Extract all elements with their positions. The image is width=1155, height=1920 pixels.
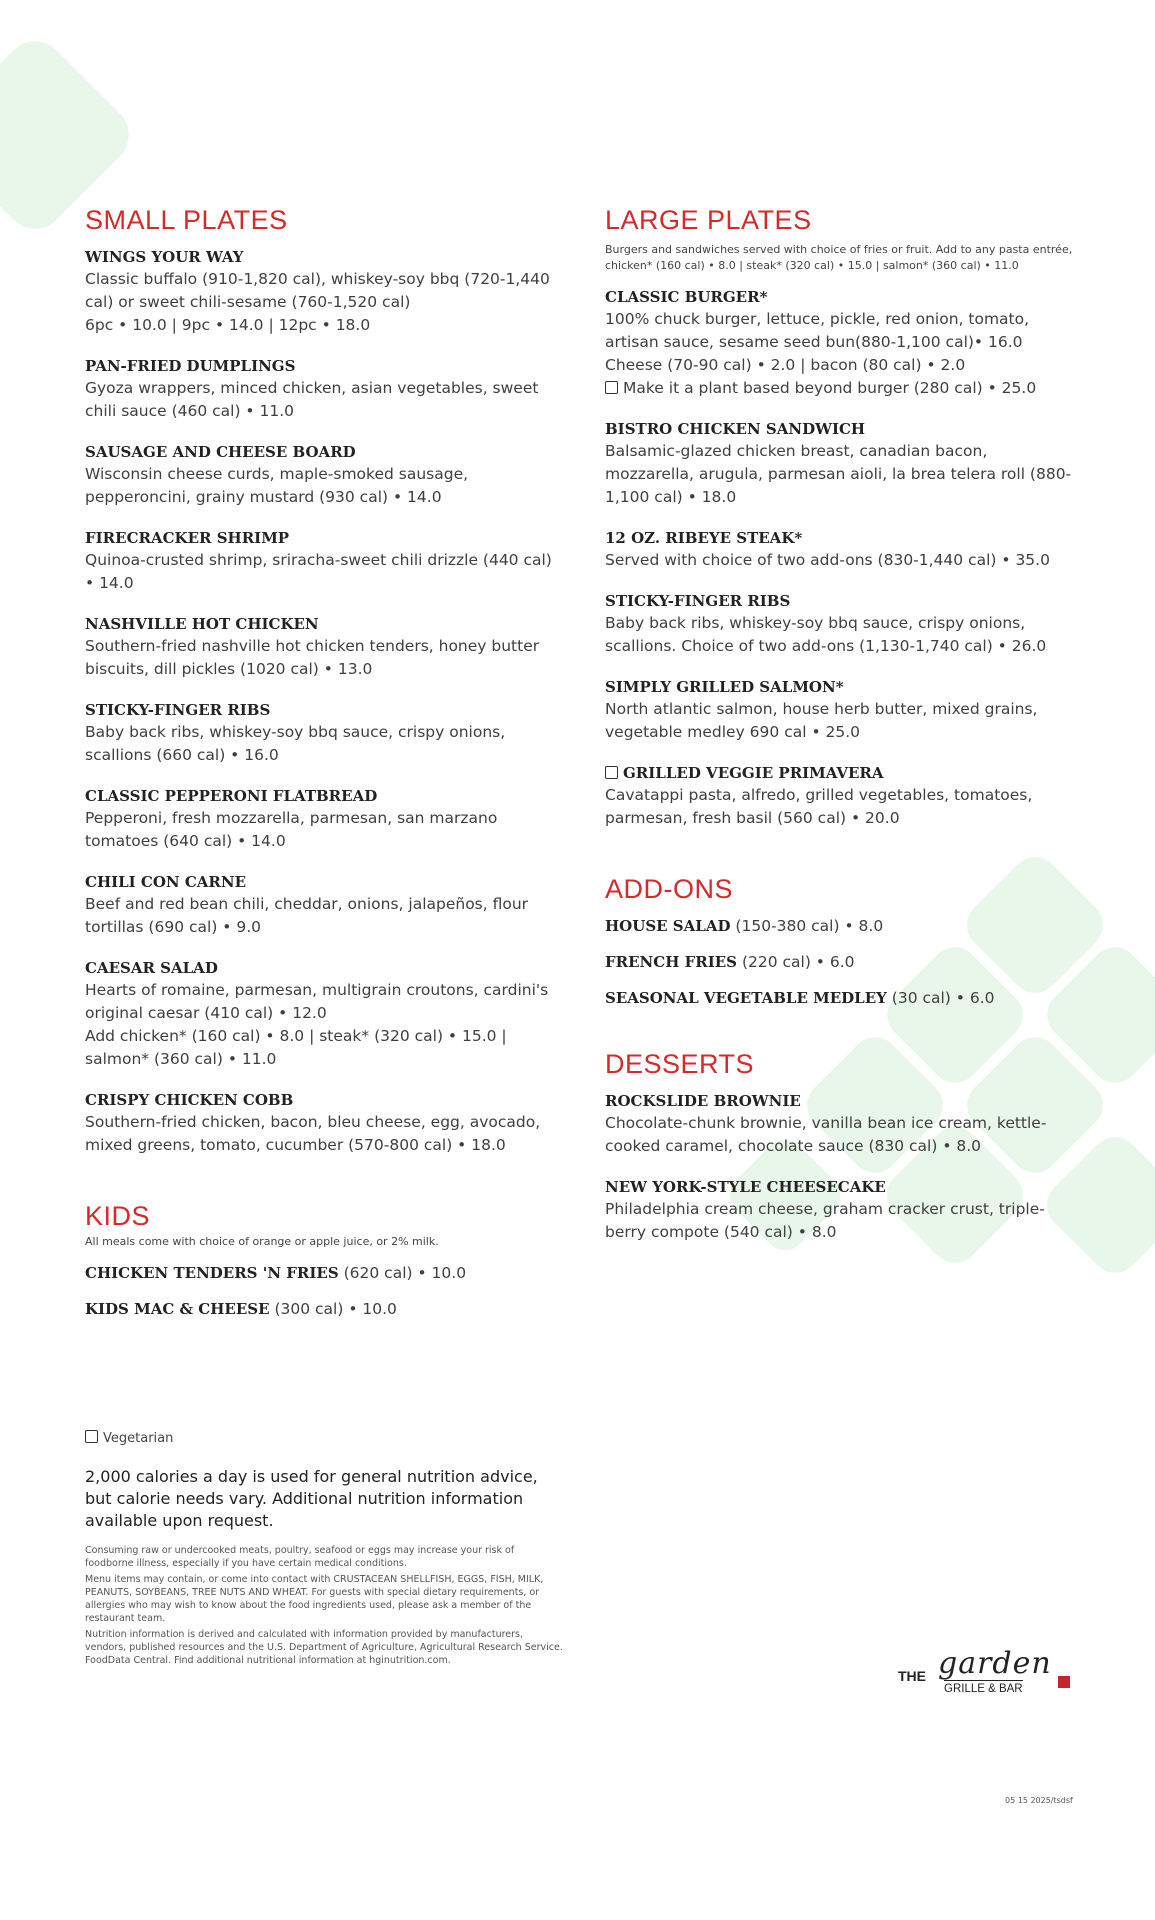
print-code: 05 15 2025/tsdsf: [1005, 1796, 1073, 1805]
vegetarian-legend-label: Vegetarian: [103, 1431, 174, 1446]
menu-item: [605, 418, 1075, 509]
menu-item-name: [85, 441, 555, 463]
menu-item-name: [85, 785, 555, 807]
menu-item-description: Wisconsin cheese curds, maple-smoked sausage, pepperoncini, grainy mustard (930 cal) • 14.0: [85, 465, 469, 506]
menu-item-description: Beef and red bean chili, cheddar, onions, jalapeños, flour tortillas (690 cal) • 9.0: [85, 895, 529, 936]
small-plates-list: [85, 246, 555, 1157]
section-title-desserts: DESSERTS: [605, 1049, 755, 1079]
menu-item: [85, 1262, 555, 1284]
kids-note: All meals come with choice of orange or apple juice, or 2% milk.: [85, 1235, 439, 1248]
menu-item-extra: 6pc • 10.0 | 9pc • 14.0 | 12pc • 18.0: [85, 316, 371, 334]
menu-item-description: Southern-fried nashville hot chicken tenders, honey butter biscuits, dill pickles (1020 cal) • 13.0: [85, 637, 540, 678]
vegetarian-icon: [605, 381, 618, 394]
menu-item-description: Philadelphia cream cheese, graham cracker crust, triple-berry compote (540 cal) • 8.0: [605, 1200, 1045, 1241]
menu-item-name-text: NASHVILLE HOT CHICKEN: [85, 615, 319, 633]
menu-item-description: 100% chuck burger, lettuce, pickle, red onion, tomato, artisan sauce, sesame seed bun(880-1,100 cal)• 16.0: [605, 310, 1030, 351]
menu-item: [605, 951, 1075, 973]
menu-item-name: [605, 1176, 1075, 1198]
menu-item-name: [605, 418, 1075, 440]
menu-item-name: [85, 355, 555, 377]
menu-item-name: [605, 527, 1075, 549]
menu-item-name: [85, 1089, 555, 1111]
menu-item-description: Balsamic-glazed chicken breast, canadian bacon, mozzarella, arugula, parmesan aioli, la brea telera roll (880-1,100 cal) • 18.0: [605, 442, 1072, 506]
menu-item-name-text: BISTRO CHICKEN SANDWICH: [605, 420, 866, 438]
menu-item-name-text: WINGS YOUR WAY: [85, 248, 244, 266]
menu-item-name-text: CRISPY CHICKEN COBB: [85, 1091, 294, 1109]
logo-the: THE: [898, 1668, 926, 1684]
logo-garden: garden: [938, 1646, 1052, 1681]
menu-item: [605, 590, 1075, 658]
menu-item-name: CHICKEN TENDERS 'N FRIES: [85, 1264, 339, 1282]
menu-item-detail: (30 cal) • 6.0: [891, 989, 995, 1007]
menu-item: [85, 1089, 555, 1157]
menu-item-description: Quinoa-crusted shrimp, sriracha-sweet chili drizzle (440 cal) • 14.0: [85, 551, 552, 592]
menu-item-description: Southern-fried chicken, bacon, bleu cheese, egg, avocado, mixed greens, tomato, cucumber (570-800 cal) • 18.0: [85, 1113, 541, 1154]
menu-item: [85, 613, 555, 681]
menu-item: [605, 762, 1075, 830]
menu-item: [85, 355, 555, 423]
menu-item-name-text: FIRECRACKER SHRIMP: [85, 529, 290, 547]
menu-item-description: Baby back ribs, whiskey-soy bbq sauce, crispy onions, scallions (660 cal) • 16.0: [85, 723, 506, 764]
menu-item-name-text: CHILI CON CARNE: [85, 873, 247, 891]
vegetarian-icon: [605, 766, 618, 779]
menu-item-name: [605, 590, 1075, 612]
menu-item-name-text: STICKY-FINGER RIBS: [85, 701, 271, 719]
menu-item-name-text: STICKY-FINGER RIBS: [605, 592, 791, 610]
menu-item-name: SEASONAL VEGETABLE MEDLEY: [605, 989, 887, 1007]
menu-item-description: Cavatappi pasta, alfredo, grilled vegetables, tomatoes, parmesan, fresh basil (560 cal) • 20.0: [605, 786, 1033, 827]
menu-item-name: FRENCH FRIES: [605, 953, 737, 971]
menu-item-name: [605, 1090, 1075, 1112]
restaurant-logo: [898, 1648, 1083, 1708]
menu-item: [85, 785, 555, 853]
logo-subtitle: GRILLE & BAR: [944, 1680, 1023, 1695]
menu-item-name-text: GRILLED VEGGIE PRIMAVERA: [623, 764, 884, 782]
add-ons-list: [605, 915, 1075, 1009]
menu-item-detail: (150-380 cal) • 8.0: [735, 917, 884, 935]
menu-item-name: [85, 246, 555, 268]
menu-item-description: Pepperoni, fresh mozzarella, parmesan, san marzano tomatoes (640 cal) • 14.0: [85, 809, 498, 850]
menu-item-detail: (300 cal) • 10.0: [274, 1300, 397, 1318]
menu-item-name-text: 12 OZ. RIBEYE STEAK*: [605, 529, 803, 547]
menu-item-detail: (620 cal) • 10.0: [343, 1264, 467, 1282]
menu-item-name: [605, 762, 1075, 784]
menu-item: [605, 1090, 1075, 1158]
section-title-kids: KIDS: [85, 1201, 151, 1231]
menu-item-name: [605, 676, 1075, 698]
menu-item: [85, 699, 555, 767]
allergen-warning: Menu items may contain, or come into contact with CRUSTACEAN SHELLFISH, EGGS, FISH, MILK, PEANUTS, SOYBEANS, TREE NUTS AND WHEAT. For guests with special dietary requirements, or allergies who may wish to know about the food ingredients used, please ask a member of the restaurant team.: [85, 1574, 544, 1624]
menu-item-option: [605, 377, 1075, 400]
menu-item: [605, 915, 1075, 937]
menu-item-name: [85, 699, 555, 721]
menu-item-name: [85, 957, 555, 979]
menu-item-name-text: SIMPLY GRILLED SALMON*: [605, 678, 844, 696]
menu-item: [85, 1298, 555, 1320]
menu-item-extra: Cheese (70-90 cal) • 2.0 | bacon (80 cal) • 2.0: [605, 356, 966, 374]
foodborne-warning: Consuming raw or undercooked meats, poultry, seafood or eggs may increase your risk of foodborne illness, especially if you have certain medical conditions.: [85, 1545, 515, 1569]
vegetarian-legend: [85, 1430, 565, 1446]
menu-item: [605, 1176, 1075, 1244]
menu-item-name: [605, 286, 1075, 308]
menu-item: [605, 286, 1075, 400]
footer: [85, 1430, 565, 1670]
large-plates-list: [605, 286, 1075, 830]
section-title-small-plates: SMALL PLATES: [85, 205, 288, 235]
menu-item-name: HOUSE SALAD: [605, 917, 731, 935]
menu-item-detail: (220 cal) • 6.0: [741, 953, 855, 971]
menu-item-name-text: NEW YORK-STYLE CHEESECAKE: [605, 1178, 886, 1196]
menu-item: [85, 441, 555, 509]
menu-item-name-text: CLASSIC BURGER*: [605, 288, 768, 306]
calorie-note: 2,000 calories a day is used for general nutrition advice, but calorie needs vary. Additional nutrition information available upon request.: [85, 1467, 538, 1530]
menu-item: [605, 987, 1075, 1009]
section-title-large-plates: LARGE PLATES: [605, 205, 812, 235]
menu-item-name: [85, 871, 555, 893]
vegetarian-icon: [85, 1430, 98, 1443]
menu-item: [85, 871, 555, 939]
menu-item: [85, 527, 555, 595]
menu-item-description: Hearts of romaine, parmesan, multigrain croutons, cardini's original caesar (410 cal) • 12.0: [85, 981, 549, 1022]
menu-item-option-text: Make it a plant based beyond burger (280 cal) • 25.0: [623, 379, 1037, 397]
menu-item-name-text: ROCKSLIDE BROWNIE: [605, 1092, 801, 1110]
menu-item-name-text: CAESAR SALAD: [85, 959, 218, 977]
menu-item: [605, 676, 1075, 744]
menu-item-description: Gyoza wrappers, minced chicken, asian vegetables, sweet chili sauce (460 cal) • 11.0: [85, 379, 539, 420]
menu-item-description: Baby back ribs, whiskey-soy bbq sauce, crispy onions, scallions. Choice of two add-ons (1,130-1,740 cal) • 26.0: [605, 614, 1047, 655]
large-plates-note: Burgers and sandwiches served with choice of fries or fruit. Add to any pasta entrée, chicken* (160 cal) • 8.0 | steak* (320 cal) • 15.0 | salmon* (360 cal) • 11.0: [605, 243, 1073, 272]
menu-item: [605, 527, 1075, 572]
menu-item-extra: Add chicken* (160 cal) • 8.0 | steak* (320 cal) • 15.0 | salmon* (360 cal) • 11.0: [85, 1027, 507, 1068]
menu-item: [85, 246, 555, 337]
left-column: [85, 205, 555, 1334]
menu-item-description: Chocolate-chunk brownie, vanilla bean ice cream, kettle-cooked caramel, chocolate sauce (830 cal) • 8.0: [605, 1114, 1047, 1155]
menu-item-name: [85, 527, 555, 549]
nutrition-source-note: Nutrition information is derived and calculated with information provided by manufacturers, vendors, published resources and the U.S. Department of Agriculture, Agricultural Research Service. FoodData Central. Find additional nutritional information at hginutrition.com.: [85, 1629, 563, 1666]
section-title-add-ons: ADD-ONS: [605, 874, 734, 904]
menu-item-name: [85, 613, 555, 635]
menu-item-description: Classic buffalo (910-1,820 cal), whiskey-soy bbq (720-1,440 cal) or sweet chili-sesame (760-1,520 cal): [85, 270, 550, 311]
desserts-list: [605, 1090, 1075, 1244]
menu-item-description: North atlantic salmon, house herb butter, mixed grains, vegetable medley 690 cal • 25.0: [605, 700, 1038, 741]
menu-item-name-text: PAN-FRIED DUMPLINGS: [85, 357, 296, 375]
kids-list: [85, 1262, 555, 1320]
logo-mark-icon: [1058, 1676, 1070, 1688]
menu-item-name-text: CLASSIC PEPPERONI FLATBREAD: [85, 787, 378, 805]
right-column: [605, 205, 1075, 1262]
menu-item: [85, 957, 555, 1071]
menu-item-name: KIDS MAC & CHEESE: [85, 1300, 270, 1318]
menu-item-name-text: SAUSAGE AND CHEESE BOARD: [85, 443, 356, 461]
menu-item-description: Served with choice of two add-ons (830-1,440 cal) • 35.0: [605, 551, 1050, 569]
